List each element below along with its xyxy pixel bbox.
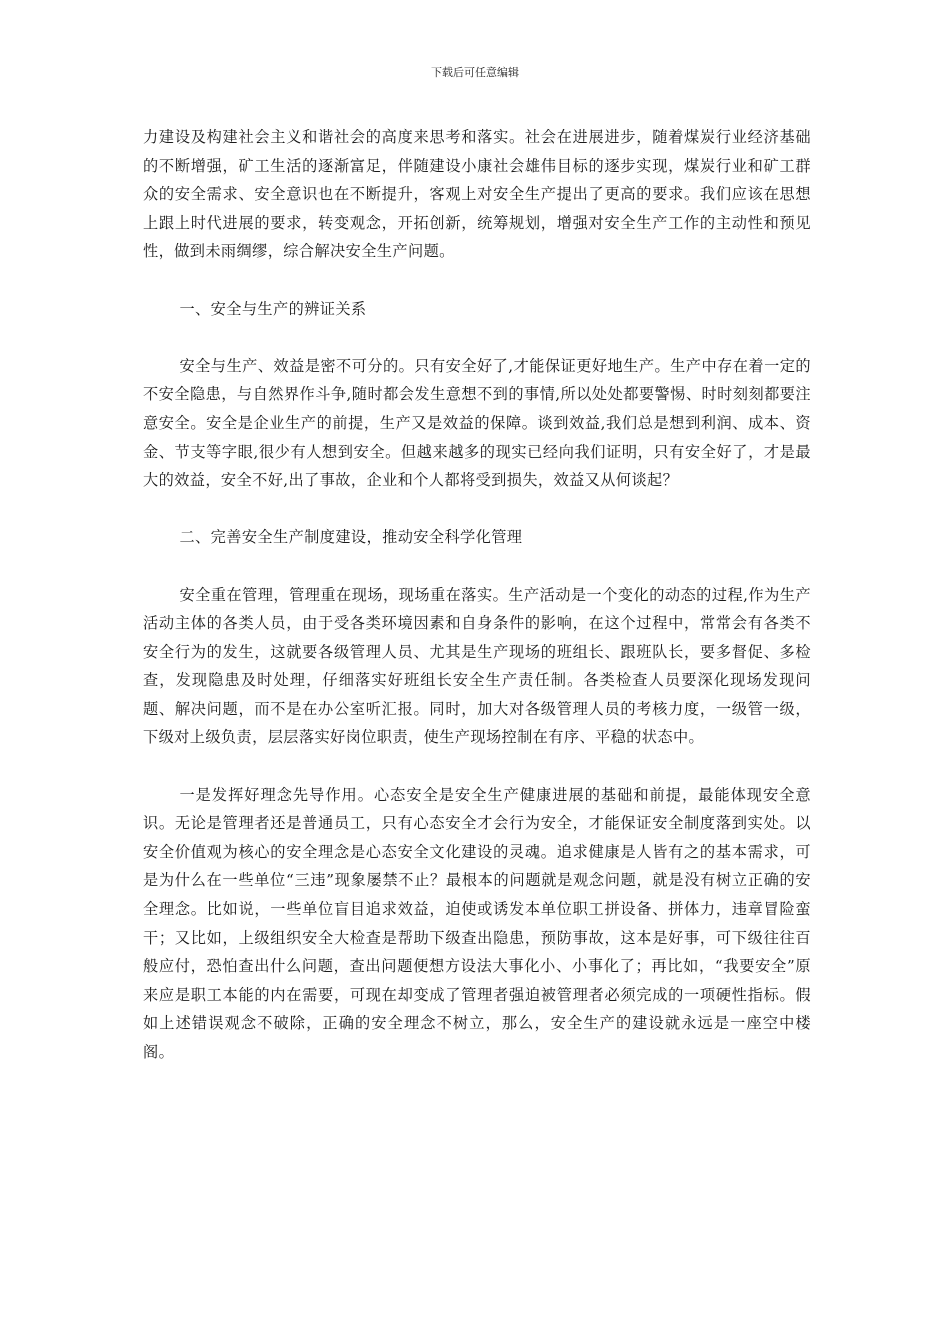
section-heading-2: 二、完善安全生产制度建设，推动安全科学化管理	[179, 528, 523, 547]
paragraph-spacer	[143, 495, 811, 524]
page-header: 下载后可任意编辑	[431, 66, 519, 79]
section-paragraph-1: 安全与生产、效益是密不可分的。只有安全好了,才能保证更好地生产。生产中存在着一定的不安全隐患，与自然界作斗争,随时都会发生意想不到的事情,所以处处都要警惕、时时刻刻都要注意安全。安全是企业生产的前提，生产又是效益的保障。谈到效益,我们总是想到利润、成本、资金、节支等字眼,很少有人想到安全。但越来越多的现实已经向我们证明，只有安全好了，才是最大的效益，安全不好,出了事故，企业和个人都将受到损失，效益又从何谈起？	[143, 356, 811, 490]
section-paragraph-3: 一是发挥好理念先导作用。心态安全是安全生产健康进展的基础和前提，最能体现安全意识。无论是管理者还是普通员工，只有心态安全才会行为安全，才能保证安全制度落到实处。以安全价值观为核心的安全理念是心态安全文化建设的灵魂。追求健康是人皆有之的基本需求，可是为什么在一些单位“三违”现象屡禁不止？最根本的问题就是观念问题，就是没有树立正确的安全理念。比如说，一些单位盲目追求效益，迫使或诱发本单位职工拼设备、拼体力，违章冒险蛮干；又比如，上级组织安全大检查是帮助下级查出隐患，预防事故，这本是好事，可下级往往百般应付，恐怕查出什么问题，查出问题便想方设法大事化小、小事化了；再比如，“我要安全”原来应是职工本能的内在需要，可现在却变成了管理者强迫被管理者必须完成的一项硬性指标。假如上述错误观念不破除，正确的安全理念不树立，那么，安全生产的建设就永远是一座空中楼阁。	[143, 785, 811, 1061]
document-body	[143, 123, 811, 1067]
paragraph-spacer	[143, 323, 811, 352]
intro-paragraph: 力建设及构建社会主义和谐社会的高度来思考和落实。社会在进展进步，随着煤炭行业经济基础的不断增强，矿工生活的逐渐富足，伴随建设小康社会雄伟目标的逐步实现，煤炭行业和矿工群众的安全需求、安全意识也在不断提升，客观上对安全生产提出了更高的要求。我们应该在思想上跟上时代进展的要求，转变观念，开拓创新，统筹规划，增强对安全生产工作的主动性和预见性，做到未雨绸缪，综合解决安全生产问题。	[143, 128, 811, 261]
section-paragraph-2: 安全重在管理，管理重在现场，现场重在落实。生产活动是一个变化的动态的过程,作为生产活动主体的各类人员，由于受各类环境因素和自身条件的影响，在这个过程中，常常会有各类不安全行为的发生，这就要各级管理人员、尤其是生产现场的班组长、跟班队长，要多督促、多检查，发现隐患及时处理，仔细落实好班组长安全生产责任制。各类检查人员要深化现场发现问题、解决问题，而不是在办公室听汇报。同时，加大对各级管理人员的考核力度，一级管一级，下级对上级负责，层层落实好岗位职责，使生产现场控制在有序、平稳的状态中。	[143, 585, 811, 747]
section-heading-1: 一、安全与生产的辨证关系	[179, 299, 367, 318]
paragraph-spacer	[143, 752, 811, 781]
paragraph-spacer	[143, 552, 811, 581]
paragraph-spacer	[143, 266, 811, 295]
